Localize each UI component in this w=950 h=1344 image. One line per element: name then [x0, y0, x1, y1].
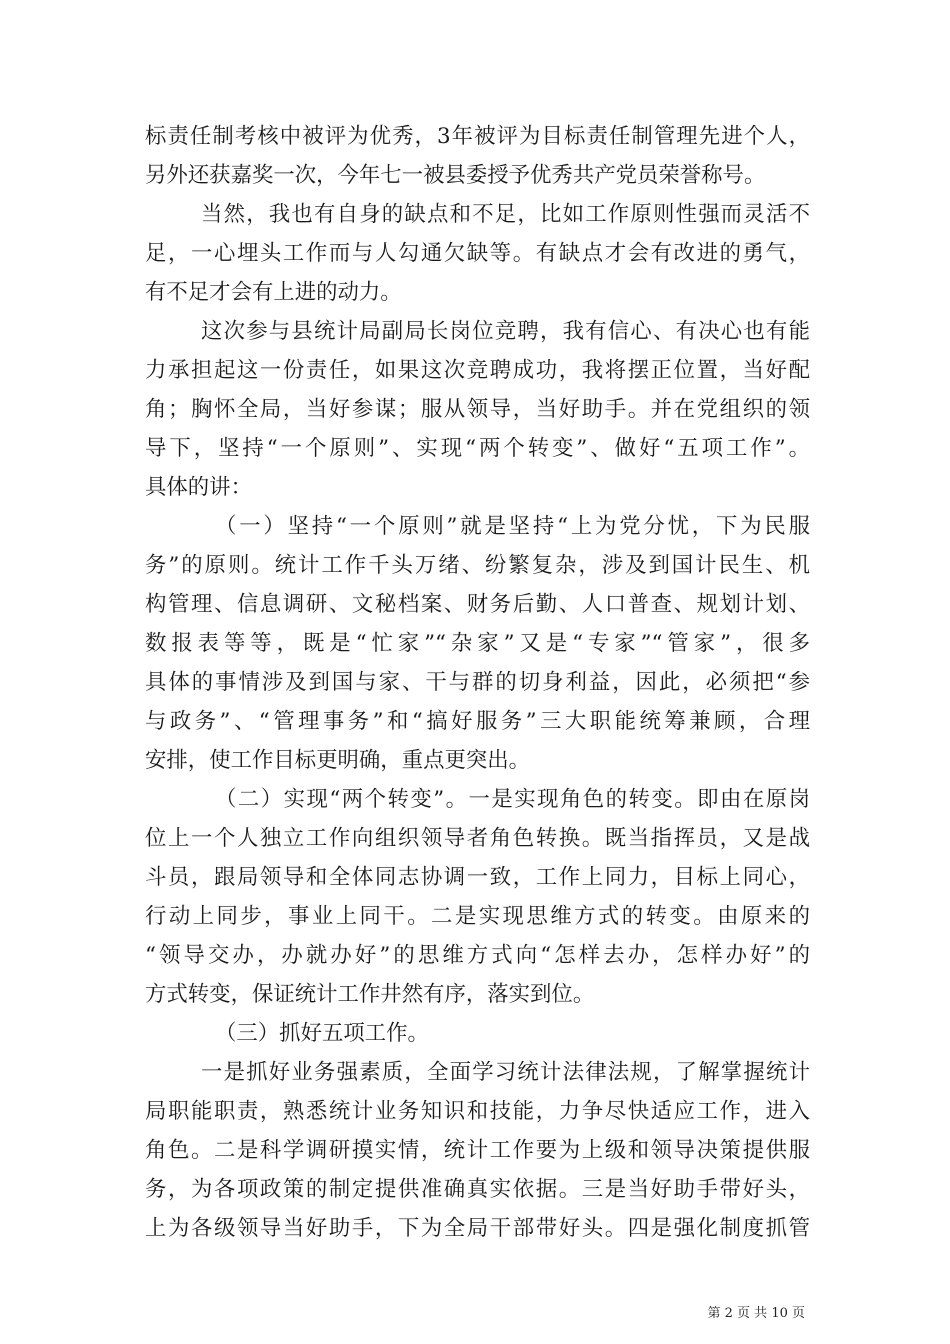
text-line-17: 安排，使工作目标更明确，重点更突出。	[145, 748, 531, 773]
text-line-7: 力承担起这一份责任，如果这次竞聘成功，我将摆正位置，当好配	[145, 358, 810, 383]
text-line-8: 角；胸怀全局，当好参谋；服从领导，当好助手。并在党组织的领	[145, 397, 810, 422]
text-line-20: 斗员，跟局领导和全体同志协调一致，工作上同力，目标上同心，	[145, 865, 810, 890]
text-line-24: （三）抓好五项工作。	[215, 1021, 429, 1046]
text-line-27: 角色。二是科学调研摸实情，统计工作要为上级和领导决策提供服	[145, 1138, 810, 1163]
text-line-12: 务”的原则。统计工作千头万绪、纷繁复杂，涉及到国计民生、机	[145, 553, 810, 578]
text-line-5: 有不足才会有上进的动力。	[145, 280, 402, 305]
text-line-4: 足，一心埋头工作而与人勾通欠缺等。有缺点才会有改进的勇气，	[145, 241, 810, 266]
text-line-21: 行动上同步，事业上同干。二是实现思维方式的转变。由原来的	[145, 904, 810, 929]
text-line-10: 具体的讲：	[145, 475, 252, 500]
text-line-13: 构管理、信息调研、文秘档案、财务后勤、人口普查、规划计划、	[145, 592, 810, 617]
text-line-9: 导下，坚持“一个原则”、实现“两个转变”、做好“五项工作”。	[145, 436, 810, 461]
text-line-22: “领导交办，办就办好”的思维方式向“怎样去办，怎样办好”的	[145, 943, 810, 968]
text-line-29: 上为各级领导当好助手，下为全局干部带好头。四是强化制度抓管	[145, 1216, 810, 1241]
text-line-16: 与政务”、“管理事务”和“搞好服务”三大职能统筹兼顾，合理	[145, 709, 810, 734]
text-line-19: 位上一个人独立工作向组织领导者角色转换。既当指挥员，又是战	[145, 826, 810, 851]
text-line-1: 标责任制考核中被评为优秀，3年被评为目标责任制管理先进个人，	[145, 124, 810, 149]
page-number-footer: 第 2 页 共 10 页	[707, 1306, 805, 1321]
body-text	[145, 117, 810, 1248]
text-line-18: （二）实现“两个转变”。一是实现角色的转变。即由在原岗	[215, 787, 810, 812]
text-line-15: 具体的事情涉及到国与家、干与群的切身利益，因此，必须把“参	[145, 670, 810, 695]
text-line-3: 当然，我也有自身的缺点和不足，比如工作原则性强而灵活不	[201, 202, 810, 227]
text-line-23: 方式转变，保证统计工作井然有序，落实到位。	[145, 982, 595, 1007]
text-line-11: （一）坚持“一个原则”就是坚持“上为党分忧，下为民服	[215, 514, 810, 539]
text-line-14: 数报表等等，既是“忙家”“杂家”又是“专家”“管家”，很多	[145, 631, 810, 656]
text-line-28: 务，为各项政策的制定提供准确真实依据。三是当好助手带好头，	[145, 1177, 810, 1202]
text-line-26: 局职能职责，熟悉统计业务知识和技能，力争尽快适应工作，进入	[145, 1099, 810, 1124]
text-line-6: 这次参与县统计局副局长岗位竞聘，我有信心、有决心也有能	[201, 319, 810, 344]
text-line-2: 另外还获嘉奖一次，今年七一被县委授予优秀共产党员荣誉称号。	[145, 163, 766, 188]
text-line-25: 一是抓好业务强素质，全面学习统计法律法规，了解掌握统计	[201, 1060, 810, 1085]
